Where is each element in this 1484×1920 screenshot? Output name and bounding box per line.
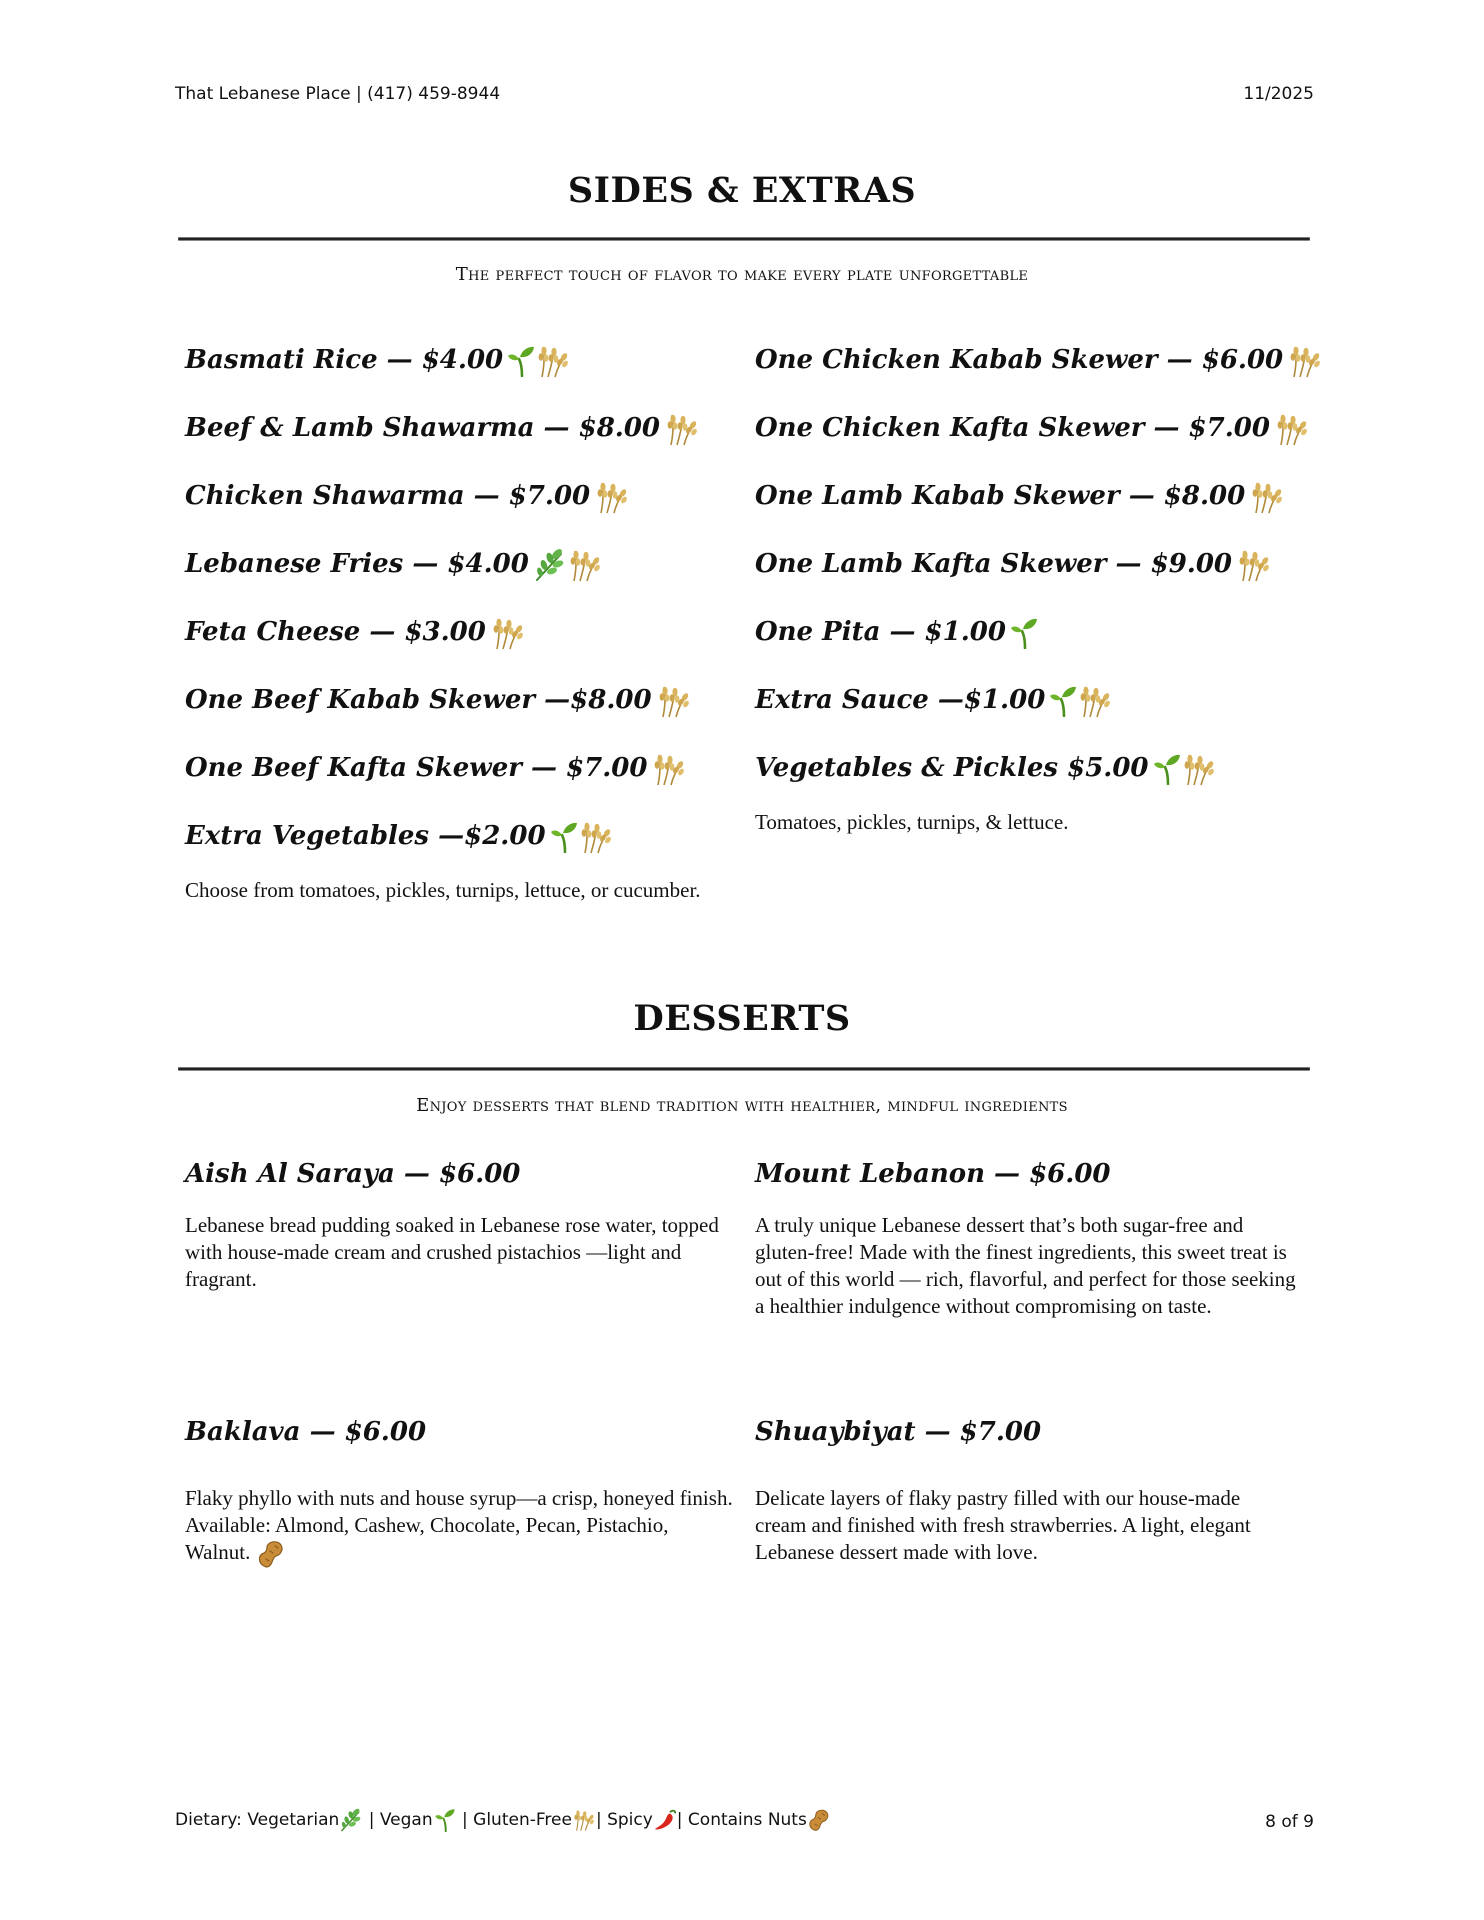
sprout-icon [433,1808,457,1832]
side-item-name: One Chicken Kabab Skewer — $6.00 [755,345,1284,375]
herb-icon [533,548,567,582]
dietary-icons [651,751,687,787]
header-restaurant-info: That Lebanese Place | (417) 459-8944 [175,84,501,104]
page-number: 8 of 9 [1265,1812,1314,1832]
side-item [755,547,1272,583]
dessert-name: Aish Al Saraya — $6.00 [185,1159,521,1189]
side-item-name: One Beef Kafta Skewer — $7.00 [185,753,648,783]
dietary-icons [1249,479,1285,515]
dessert-description: Lebanese bread pudding soaked in Lebanese rose water, topped with house-made cream and crushed pistachios —light and fragrant. [185,1213,719,1291]
side-item [185,411,700,447]
side-item-name: One Pita — $1.00 [755,617,1006,647]
sides-left-note: Choose from tomatoes, pickles, turnips, lettuce, or cucumber. [185,878,701,902]
dessert-name: Mount Lebanon — $6.00 [755,1159,1111,1189]
side-item [755,479,1285,515]
dietary-legend [175,1808,831,1832]
dietary-icons [1287,343,1323,379]
wheat-icon [1274,411,1310,447]
legend-nuts: | Contains Nuts [676,1810,807,1830]
dessert-description-text: Flaky phyllo with nuts and house syrup—a crisp, honeyed finish. Available: Almond, Cashew, Chocolate, Pecan, Pistachio, Walnut. [185,1486,733,1564]
side-item [755,751,1217,787]
side-item [185,819,614,855]
chili-pepper-icon [653,1808,677,1832]
dietary-icons [490,615,526,651]
dietary-icons [533,547,603,583]
wheat-icon [664,411,700,447]
side-item-name: One Chicken Kafta Skewer — $7.00 [755,413,1270,443]
sides-tagline: The perfect touch of flavor to make every plate unforgettable [455,264,1029,285]
side-item [185,343,571,379]
side-item [185,547,603,583]
side-item [755,411,1310,447]
wheat-icon [490,615,526,651]
dessert-name: Baklava — $6.00 [185,1417,427,1447]
wheat-icon [1236,547,1272,583]
side-item-name: One Lamb Kafta Skewer — $9.00 [755,549,1233,579]
nut-icon [807,1808,831,1832]
wheat-icon [1077,683,1113,719]
legend-vegan: | Vegan [368,1810,433,1830]
side-item-name: Basmati Rice — $4.00 [185,345,504,375]
side-item [185,751,687,787]
dietary-icons [507,343,571,379]
legend-label: Dietary: [175,1810,242,1830]
wheat-icon [594,479,630,515]
dietary-icons [594,479,630,515]
dietary-icons [1153,751,1217,787]
wheat-icon [535,343,571,379]
side-item-name: One Beef Kabab Skewer —$8.00 [185,685,652,715]
dessert-description [185,1485,735,1569]
desserts-divider [178,1068,1310,1070]
sprout-icon [1049,685,1077,717]
side-item-name: Lebanese Fries — $4.00 [185,549,529,579]
side-item-name: Extra Sauce —$1.00 [755,685,1046,715]
legend-gluten-free: | Gluten-Free [462,1810,572,1830]
dietary-icons [1010,615,1038,649]
sprout-icon [507,345,535,377]
side-item-name: Beef & Lamb Shawarma — $8.00 [185,413,661,443]
side-item [185,615,526,651]
sprout-icon [550,821,578,853]
wheat-icon [567,547,603,583]
side-item-name: Vegetables & Pickles $5.00 [755,753,1149,783]
wheat-icon [656,683,692,719]
dessert-name: Shuaybiyat — $7.00 [755,1417,1042,1447]
sides-divider [178,238,1310,240]
dessert-description: Delicate layers of flaky pastry filled with our house-made cream and finished with fresh strawberries. A light, elegant Lebanese dessert made with love. [755,1486,1251,1564]
side-item-name: One Lamb Kabab Skewer — $8.00 [755,481,1246,511]
nut-icon [256,1539,286,1569]
sides-right-note: Tomatoes, pickles, turnips, & lettuce. [755,810,1069,834]
side-item-name: Chicken Shawarma — $7.00 [185,481,591,511]
dietary-icons [1236,547,1272,583]
dietary-icons [550,819,614,855]
side-item [755,683,1113,719]
side-item [185,479,630,515]
side-item [755,343,1323,379]
sides-section-title: SIDES & EXTRAS [567,170,917,211]
dietary-icons [1274,411,1310,447]
side-item-name: Feta Cheese — $3.00 [185,617,486,647]
sprout-icon [1153,753,1181,785]
wheat-icon [1249,479,1285,515]
wheat-icon [651,751,687,787]
herb-icon [339,1808,363,1832]
side-item [755,615,1038,649]
wheat-icon [572,1808,596,1832]
side-item-name: Extra Vegetables —$2.00 [185,821,546,851]
dietary-icons [664,411,700,447]
desserts-section-title: DESSERTS [633,998,851,1039]
dietary-icons [656,683,692,719]
wheat-icon [1181,751,1217,787]
dessert-description: A truly unique Lebanese dessert that’s both sugar-free and gluten-free! Made with the finest ingredients, this sweet treat is out of this world — rich, flavorful, and perfect for those seeking a healthier indulgence without compromising on taste. [755,1213,1296,1318]
wheat-icon [1287,343,1323,379]
desserts-tagline: Enjoy desserts that blend tradition with healthier, mindful ingredients [416,1095,1068,1116]
dietary-icons [1049,683,1113,719]
legend-vegetarian: Vegetarian [247,1810,340,1830]
header-date: 11/2025 [1243,84,1314,104]
side-item [185,683,692,719]
sprout-icon [1010,617,1038,649]
legend-spicy: | Spicy [595,1810,653,1830]
wheat-icon [578,819,614,855]
